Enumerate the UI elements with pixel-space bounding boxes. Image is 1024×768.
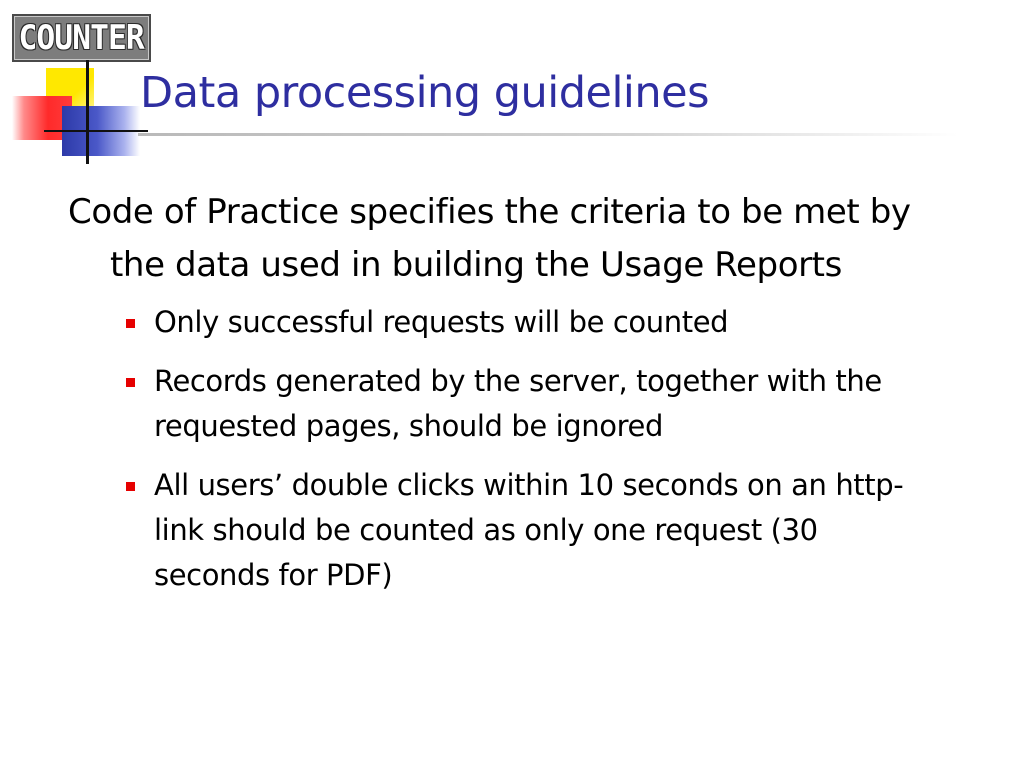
main-bullet-point: Code of Practice specifies the criteria to be met by the data used in building the Usage Reports xyxy=(68,192,911,285)
red-square-bullet-icon xyxy=(126,482,135,491)
counter-logo xyxy=(12,14,151,62)
title-underline-rule xyxy=(138,133,958,136)
slide-title: Data processing guidelines xyxy=(140,68,709,118)
counter-logo-text: COUNTER xyxy=(18,18,145,58)
decorative-horizontal-line xyxy=(44,130,148,132)
sub-bullet-list xyxy=(68,300,968,598)
sub-bullet-text: Records generated by the server, together with the requested pages, should be ignored xyxy=(154,364,882,443)
sub-bullet-text: Only successful requests will be counted xyxy=(154,305,729,339)
sub-bullet-text: All users’ double clicks within 10 seconds on an http-link should be counted as only one request (30 seconds for PDF) xyxy=(154,468,904,592)
red-square-bullet-icon xyxy=(126,319,135,328)
counter-logo-frame xyxy=(14,16,149,60)
slide-body xyxy=(68,186,968,612)
red-square-bullet-icon xyxy=(126,378,135,387)
decorative-corner-graphic xyxy=(0,60,150,170)
decorative-vertical-line xyxy=(86,60,89,164)
sub-bullet-item xyxy=(68,463,934,598)
sub-bullet-item xyxy=(68,359,934,449)
sub-bullet-item xyxy=(68,300,934,345)
